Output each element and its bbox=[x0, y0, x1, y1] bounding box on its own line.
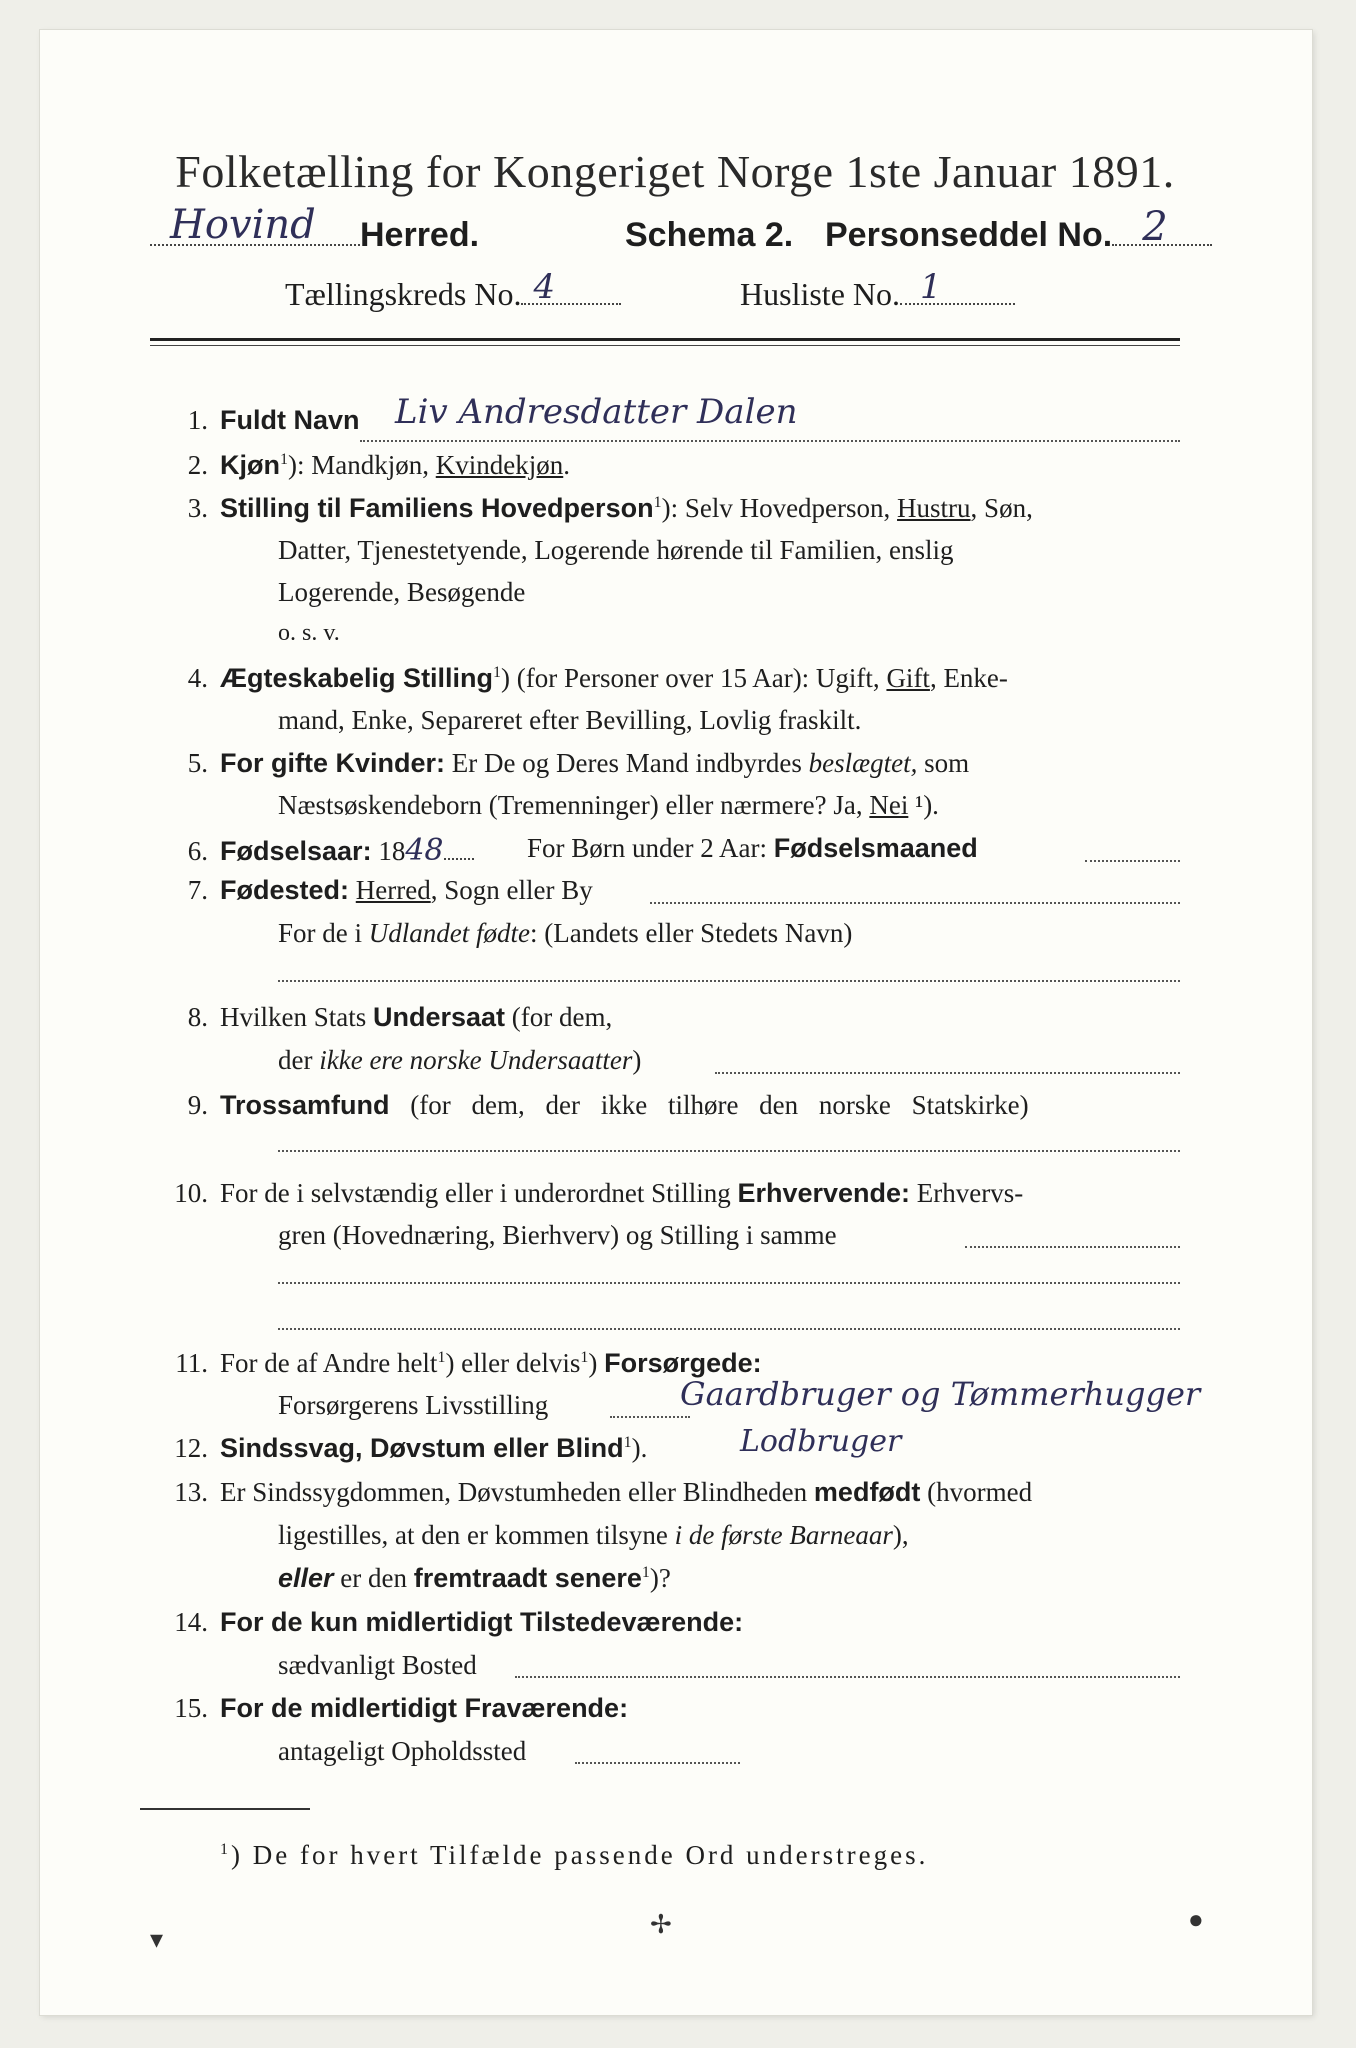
q11-supported: 11. For de af Andre helt$^1$) eller delvis$^1$) Forsørgede: bbox=[175, 1348, 762, 1378]
kreds-value: 4 bbox=[533, 267, 556, 307]
corner-mark-icon: ▾ bbox=[150, 1925, 164, 1954]
q14-temporary-present: 14. For de kun midlertidigt Tilstedeværende: bbox=[174, 1607, 744, 1637]
q1-full-name: 1. Fuldt Navn bbox=[187, 405, 360, 435]
q11-answer: Gaardbruger og Tømmerhugger bbox=[680, 1375, 1201, 1413]
footnote-rule bbox=[140, 1808, 310, 1810]
kreds-label: Tællingskreds No. bbox=[285, 276, 522, 312]
q7-selected: Herred bbox=[355, 875, 431, 905]
q4-selected: Gift bbox=[886, 663, 930, 693]
q15-temporary-absent: 15. For de midlertidigt Fraværende: bbox=[174, 1693, 629, 1723]
kreds-field bbox=[285, 267, 621, 313]
q3-selected: Hustru bbox=[897, 493, 971, 523]
form-title: Folketælling for Kongeriget Norge 1ste Januar 1891. bbox=[175, 146, 1175, 197]
header-rule-thin bbox=[150, 345, 1180, 346]
q2-selected: Kvindekjøn bbox=[435, 450, 564, 480]
herred-value: Hovind bbox=[170, 202, 316, 248]
husliste-label: Husliste No. bbox=[740, 276, 900, 312]
q2-sex: 2. Kjøn$^1$): Mandkjøn, Kvindekjøn. bbox=[187, 450, 570, 480]
q10-occupation: 10. For de i selvstændig eller i underordnet Stilling Erhvervende: Erhvervs- bbox=[174, 1178, 1024, 1208]
personseddel-field bbox=[825, 204, 1212, 255]
schema-label: Schema 2. bbox=[625, 216, 794, 254]
q7-birthplace: 7. Fødested: Herred, Sogn eller By bbox=[187, 875, 593, 905]
q1-answer: Liv Andresdatter Dalen bbox=[395, 392, 798, 432]
ink-dot-icon: ● bbox=[1188, 1905, 1204, 1934]
q12-disability: 12. Sindssvag, Døvstum eller Blind$^1$). bbox=[174, 1433, 648, 1463]
herred-field bbox=[150, 202, 480, 255]
husliste-field bbox=[740, 267, 1015, 313]
q6-birth-year: 6. Fødselsaar: 1848 bbox=[150, 833, 474, 868]
husliste-value: 1 bbox=[920, 267, 942, 307]
center-mark-icon: ✢ bbox=[650, 1910, 672, 1939]
personseddel-label: Personseddel No. bbox=[825, 216, 1113, 254]
q8-citizenship: 8. Hvilken Stats Undersaat (for dem, bbox=[187, 1002, 613, 1032]
herred-label: Herred. bbox=[360, 216, 480, 254]
footnote: $^1$) De for hvert Tilfælde passende Ord understreges. bbox=[220, 1840, 929, 1870]
personseddel-value: 2 bbox=[1142, 204, 1168, 250]
q4-marital-status: 4. Ægteskabelig Stilling$^1$) (for Personer over 15 Aar): Ugift, Gift, Enke- bbox=[187, 663, 1008, 693]
q5-married-women: 5. For gifte Kvinder: Er De og Deres Mand indbyrdes beslægtet, som bbox=[187, 748, 970, 778]
q6-answer: 48 bbox=[405, 833, 444, 868]
q9-religion: 9. Trossamfund (for dem, der ikke tilhøre den norske Statskirke) bbox=[187, 1090, 1029, 1120]
q5-selected: Nei bbox=[869, 790, 909, 820]
q3-family-position: 3. Stilling til Familiens Hovedperson$^1$): Selv Hovedperson, Hustru, Søn, bbox=[187, 493, 1033, 523]
q12-answer: Lodbruger bbox=[740, 1424, 902, 1459]
q13-congenital: 13. Er Sindssygdommen, Døvstumheden eller Blindheden medfødt (hvormed bbox=[174, 1477, 1033, 1507]
header-rule bbox=[150, 338, 1180, 341]
